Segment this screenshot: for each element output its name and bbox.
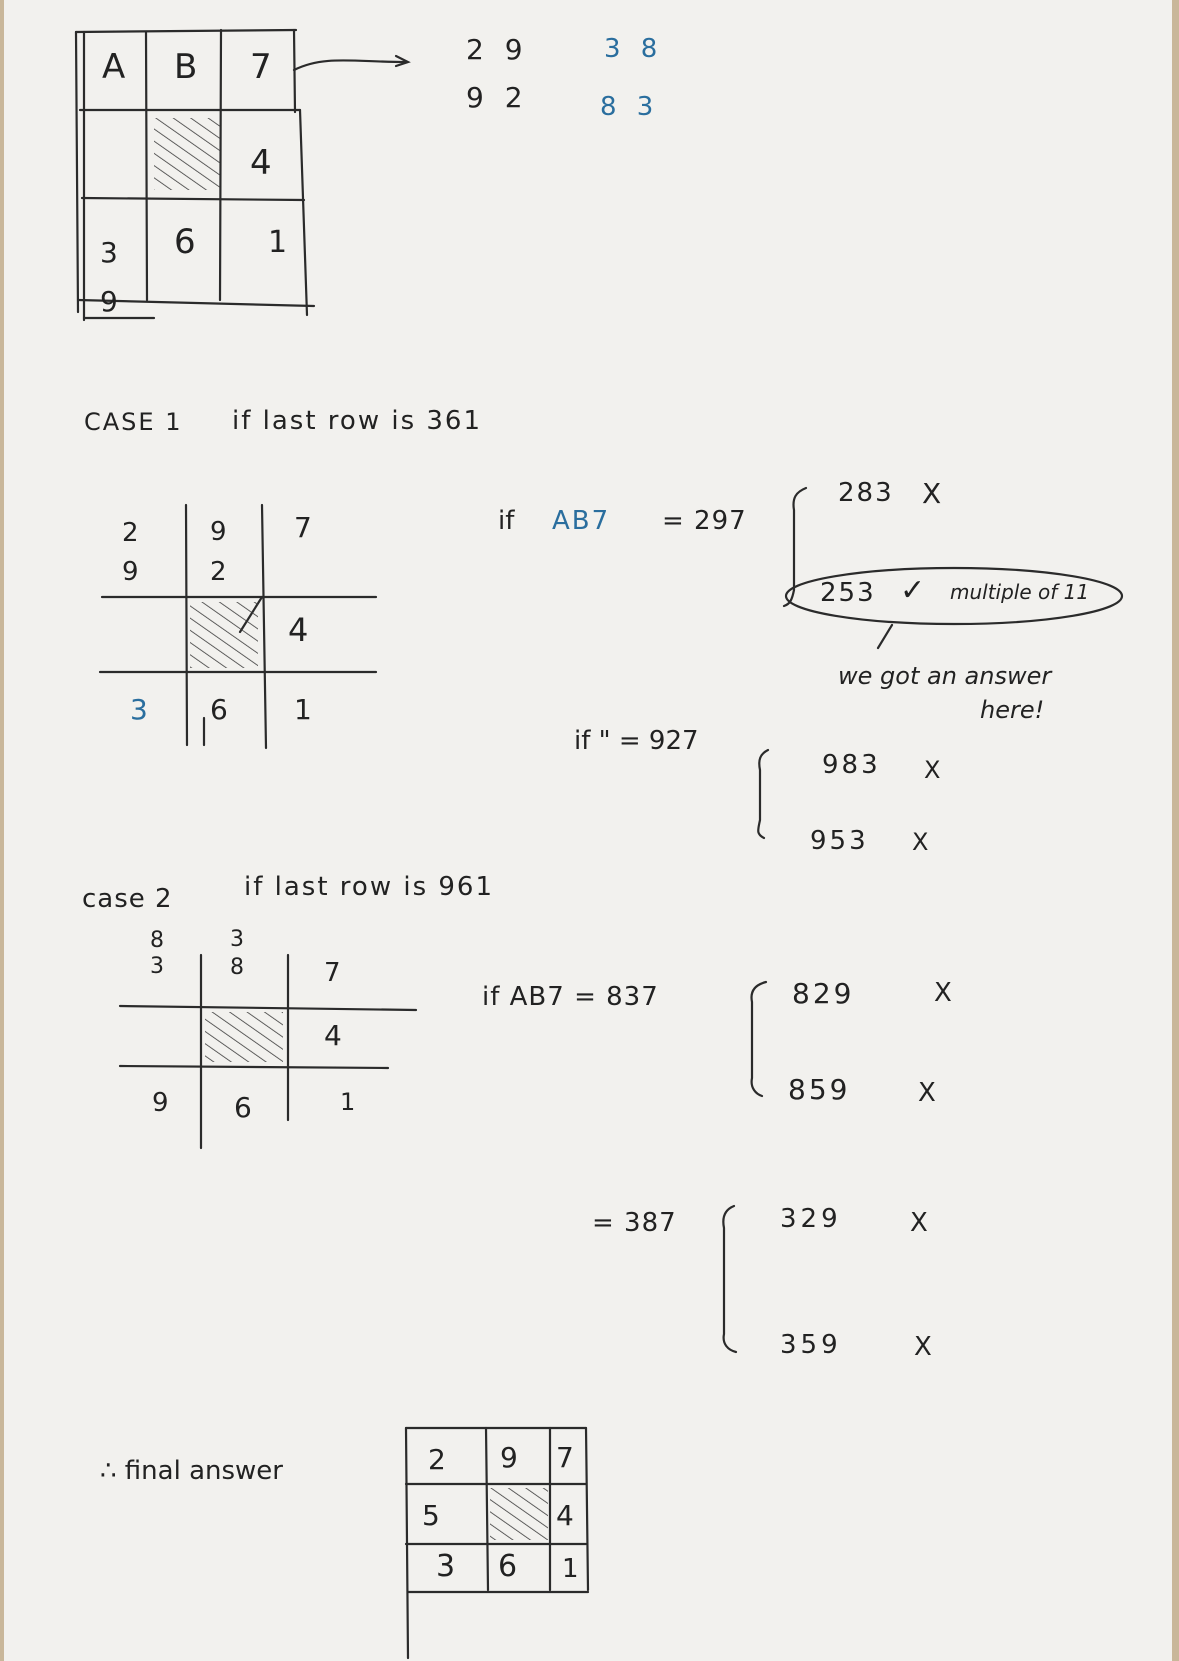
case1-cell-29: 2 9	[122, 518, 139, 587]
case1-grid-hatch	[190, 602, 258, 668]
case2-option-859-mark: X	[918, 1078, 936, 1108]
case1-cell-7: 7	[294, 511, 312, 544]
case2-option-859: 859	[788, 1073, 851, 1106]
final-cell-2: 2	[428, 1443, 446, 1476]
case1-option-983: 983	[822, 750, 881, 780]
case1-cell-4: 4	[288, 611, 309, 649]
case1-answer-note-2: here!	[980, 696, 1045, 724]
final-label: ∴ final answer	[100, 1456, 283, 1486]
case1-answer-note-1: we got an answer	[838, 662, 1052, 690]
case1-option-953-mark: X	[912, 828, 929, 856]
case2-cell-4: 4	[324, 1019, 342, 1052]
case2-condition: if last row is 961	[244, 872, 495, 902]
case1-trial-a-value: = 297	[662, 506, 747, 536]
final-cell-4: 4	[556, 1499, 574, 1532]
case1-trial-b-label: if " = 927	[574, 726, 699, 756]
top-grid-hatch	[154, 118, 220, 190]
final-cell-5: 5	[422, 1499, 440, 1532]
case1-condition: if last row is 361	[232, 406, 483, 436]
case1-option-283: 283	[838, 478, 894, 508]
case2-braces	[723, 982, 766, 1352]
case2-cell-9: 9	[152, 1088, 169, 1118]
case2-cell-6: 6	[234, 1091, 252, 1124]
case2-trial-a-label: if AB7 = 837	[482, 982, 659, 1012]
final-cell-3: 3	[436, 1549, 456, 1584]
pair-83: 8 3	[600, 92, 660, 122]
top-cell-1: 1	[268, 225, 288, 260]
case2-option-829: 829	[792, 977, 855, 1010]
check-icon: ✓	[900, 573, 926, 608]
case2-grid-lines	[120, 955, 416, 1148]
case2-option-359: 359	[780, 1330, 842, 1360]
top-cell-4: 4	[250, 143, 272, 183]
final-grid-hatch	[490, 1488, 548, 1540]
case2-option-359-mark: X	[914, 1332, 932, 1362]
notebook-page	[4, 0, 1172, 1661]
case1-option-283-mark: X	[922, 477, 942, 510]
case1-cell-1: 1	[294, 693, 312, 726]
final-cell-6: 6	[498, 1549, 518, 1584]
pair-92: 9 2	[466, 81, 529, 114]
case2-cell-1: 1	[340, 1088, 356, 1116]
case1-cell-6: 6	[210, 693, 228, 726]
final-cell-9: 9	[500, 1441, 518, 1474]
case1-option-253: 253	[820, 578, 876, 608]
case1-option-983-mark: X	[924, 756, 941, 784]
case1-heading: CASE 1	[84, 408, 183, 436]
top-cell-A: A	[102, 47, 126, 87]
case1-trial-a-if: if	[498, 506, 515, 536]
case2-heading: case 2	[82, 884, 173, 914]
case2-cell-83: 8 3	[150, 928, 164, 980]
top-cell-6: 6	[174, 222, 196, 262]
case2-cell-38: 3 8	[230, 927, 244, 980]
case1-trial-a-ab7: AB7	[552, 506, 611, 536]
case2-option-329-mark: X	[910, 1208, 928, 1238]
top-cell-3-9: 3 9	[100, 236, 118, 318]
case1-cell-3: 3	[130, 693, 148, 726]
case1-option-953: 953	[810, 826, 869, 856]
final-cell-1: 1	[562, 1554, 579, 1584]
top-cell-7: 7	[250, 47, 272, 87]
case2-option-329: 329	[780, 1204, 842, 1234]
case2-grid-hatch	[205, 1012, 283, 1062]
case1-option-253-note: multiple of 11	[950, 580, 1090, 604]
pair-38: 3 8	[604, 34, 664, 64]
case2-cell-7: 7	[324, 958, 341, 988]
final-cell-7: 7	[556, 1441, 574, 1474]
case2-option-829-mark: X	[934, 978, 952, 1008]
top-cell-B: B	[174, 47, 198, 87]
arrow-icon	[294, 56, 408, 70]
case1-cell-92: 9 2	[210, 517, 227, 588]
pair-29: 2 9	[466, 33, 529, 66]
case2-trial-b-label: = 387	[592, 1208, 677, 1238]
